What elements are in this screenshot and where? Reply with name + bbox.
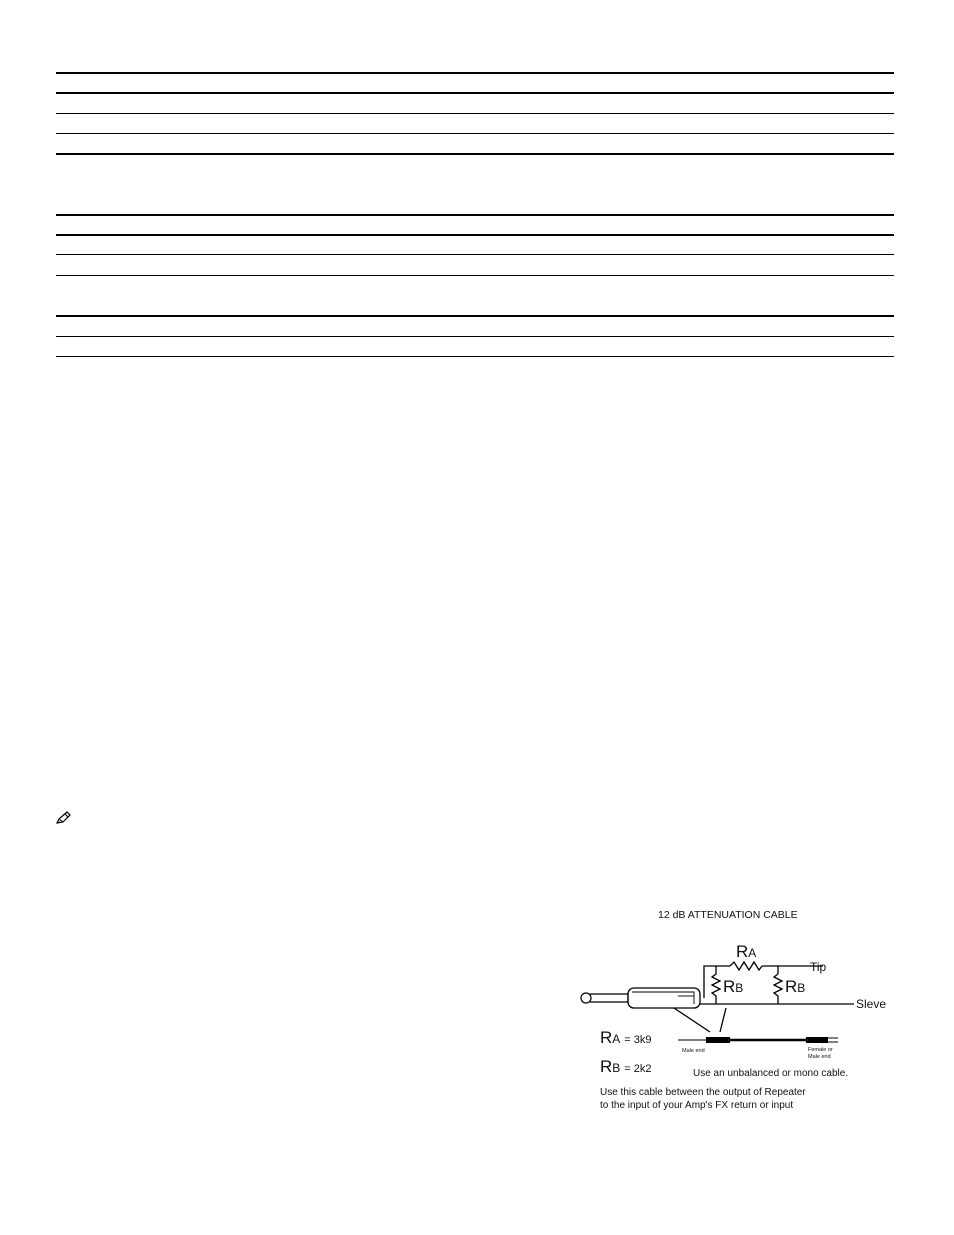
- instructions-line1: Use this cable between the output of Repeater: [600, 1087, 806, 1098]
- table-rule: [56, 315, 894, 317]
- label-tip: Tip: [810, 960, 827, 974]
- label-rb-2-sub: B: [797, 981, 806, 995]
- value-rb-symbol: R: [600, 1057, 613, 1076]
- value-ra-sub: A: [612, 1032, 621, 1046]
- resistor-rb-1: [712, 966, 720, 998]
- table-rule: [56, 254, 894, 255]
- pencil-note-icon: [55, 810, 73, 826]
- circuit-wires: [674, 966, 854, 1032]
- table-rule: [56, 356, 894, 357]
- svg-text:RB: [785, 977, 805, 996]
- cable-caption: Use an unbalanced or mono cable.: [693, 1068, 849, 1079]
- value-rb: = 2k2: [624, 1063, 652, 1075]
- attenuation-cable-figure: [570, 900, 900, 1125]
- label-rb-1-sub: B: [735, 981, 744, 995]
- table-rule: [56, 113, 894, 114]
- table-rule: [56, 72, 894, 74]
- resistor-ra: [730, 962, 762, 970]
- value-ra: = 3k9: [624, 1034, 652, 1046]
- table-rule: [56, 153, 894, 155]
- label-ra-symbol: R: [736, 942, 749, 961]
- svg-text:RB= 2k2: [600, 1057, 652, 1076]
- table-rule: [56, 234, 894, 236]
- value-ra-symbol: R: [600, 1028, 613, 1047]
- svg-text:RA= 3k9: [600, 1028, 652, 1047]
- label-sleeve: Sleve: [856, 997, 887, 1011]
- cable-female-end-line2: Male end: [808, 1054, 831, 1060]
- resistor-rb-2: [774, 974, 782, 998]
- label-rb-1-symbol: R: [723, 977, 736, 996]
- figure-title: 12 dB ATTENUATION CABLE: [658, 909, 798, 921]
- jack-plug-icon: [581, 988, 700, 1008]
- svg-text:RA: [736, 942, 756, 961]
- svg-text:RB: [723, 977, 743, 996]
- cable-icon: [678, 1037, 838, 1043]
- table-rule: [56, 214, 894, 216]
- cable-female-end-line1: Female or: [808, 1047, 833, 1053]
- label-ra-sub: A: [748, 946, 757, 960]
- label-rb-2-symbol: R: [785, 977, 798, 996]
- table-rule: [56, 275, 894, 276]
- value-rb-sub: B: [612, 1061, 621, 1075]
- instructions-line2: to the input of your Amp's FX return or input: [600, 1100, 794, 1111]
- table-rule: [56, 92, 894, 94]
- table-rule: [56, 133, 894, 134]
- cable-male-end: Male end: [682, 1048, 705, 1054]
- table-rule: [56, 336, 894, 337]
